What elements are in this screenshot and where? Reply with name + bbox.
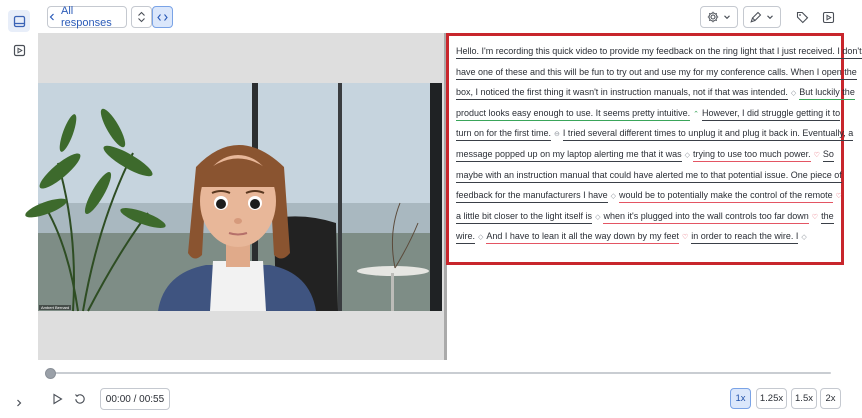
transcript-segment[interactable]: maybe with an instruction manual that could have alerted me to that potential issue. One piece of bbox=[456, 170, 842, 183]
transcript-segment[interactable]: message popped up on my laptop alerting me that it was bbox=[456, 149, 682, 162]
video-icon bbox=[13, 44, 26, 57]
chevron-down-icon bbox=[766, 13, 774, 21]
transcript-segment[interactable]: However, I did struggle getting it to bbox=[702, 108, 840, 121]
transcript-segment[interactable]: trying to use too much power. bbox=[693, 149, 811, 162]
transcript-line bbox=[456, 123, 854, 144]
transcript-segment[interactable]: would be to potentially make the control of the remote bbox=[619, 190, 833, 203]
restart-icon bbox=[74, 393, 86, 405]
video-icon bbox=[822, 11, 835, 24]
transcript-segment[interactable]: So bbox=[823, 149, 834, 162]
player-controls bbox=[38, 360, 847, 418]
chevron-left-icon bbox=[48, 13, 56, 21]
transcript-segment[interactable]: Hello. I'm recording this quick video to provide my feedback on the ring light that I just received. I don't bbox=[456, 46, 862, 59]
neutral-sentiment-icon: ◇ bbox=[478, 234, 484, 242]
transcript-line bbox=[456, 226, 834, 247]
video-caption: Ambert Bernard bbox=[41, 305, 70, 310]
gear-icon bbox=[707, 11, 719, 23]
play-button[interactable] bbox=[49, 388, 65, 410]
highlight-dropdown-button[interactable] bbox=[743, 6, 781, 28]
transcript-line bbox=[456, 41, 862, 62]
time-display: 00:00 / 00:55 bbox=[100, 388, 170, 410]
speed-1x-button[interactable]: 1x bbox=[730, 388, 751, 409]
transcript-segment[interactable]: when it's plugged into the wall controls too far down bbox=[603, 211, 808, 224]
tag-icon bbox=[796, 11, 809, 24]
negative-sentiment-icon: ♡ bbox=[813, 151, 820, 159]
transcript-segment[interactable]: in order to reach the wire. I bbox=[691, 231, 798, 244]
toolbar bbox=[38, 0, 847, 33]
play-icon bbox=[52, 393, 63, 405]
previous-next-response-button[interactable] bbox=[131, 6, 152, 28]
sort-icon bbox=[137, 11, 146, 23]
code-icon bbox=[157, 13, 168, 22]
transcript-view-button[interactable] bbox=[8, 10, 30, 32]
neutral-sentiment-icon: ◇ bbox=[684, 151, 691, 159]
transcript-segment[interactable]: I tried several different times to unplug it and plug it back in. Eventually, a bbox=[563, 128, 853, 141]
progress-track[interactable] bbox=[50, 372, 831, 374]
transcript-segment[interactable]: the bbox=[821, 211, 834, 224]
neutral-sentiment-icon: ◇ bbox=[790, 90, 797, 98]
speed-1.5x-button[interactable]: 1.5x bbox=[791, 388, 817, 409]
neutral-sentiment-icon: ◇ bbox=[801, 234, 807, 242]
video-player[interactable] bbox=[38, 33, 447, 360]
transcript-segment[interactable]: feedback for the manufacturers I have bbox=[456, 190, 608, 203]
neutral-sentiment-icon: ◇ bbox=[610, 193, 616, 201]
transcript-segment[interactable]: wire. bbox=[456, 231, 475, 244]
highlighter-icon bbox=[750, 11, 762, 23]
transcript-line bbox=[456, 82, 855, 103]
settings-dropdown-button[interactable] bbox=[700, 6, 738, 28]
transcript-segment[interactable]: But luckily the bbox=[799, 87, 855, 100]
restart-button[interactable] bbox=[72, 388, 88, 410]
transcript-line bbox=[456, 103, 841, 124]
chevron-right-icon bbox=[14, 398, 24, 408]
transcript-line bbox=[456, 185, 842, 206]
transcript-segment[interactable]: And I have to lean it all the way down by my feet bbox=[486, 231, 679, 244]
transcript-icon bbox=[13, 15, 26, 28]
speed-1.25x-button[interactable]: 1.25x bbox=[756, 388, 787, 409]
transcript-segment[interactable]: a little bit closer to the light itself is bbox=[456, 211, 592, 224]
negative-sentiment-icon: ♡ bbox=[835, 193, 842, 201]
embed-code-button[interactable] bbox=[152, 6, 173, 28]
transcript-segment[interactable]: turn on for the first time. bbox=[456, 128, 551, 141]
transcript-line bbox=[456, 165, 842, 186]
transcript-segment[interactable]: have one of these and this will be fun to try out and use my for my conference calls. When I open the bbox=[456, 67, 857, 80]
expand-sidebar-button[interactable] bbox=[8, 392, 30, 414]
transcript-segment[interactable]: product looks easy enough to use. It seems pretty intuitive. bbox=[456, 108, 690, 121]
negative-sentiment-icon: ♡ bbox=[682, 234, 689, 242]
chevron-down-icon bbox=[723, 13, 731, 21]
back-label: All responses bbox=[61, 5, 112, 29]
transcript-line bbox=[456, 144, 834, 165]
speed-2x-button[interactable]: 2x bbox=[820, 388, 841, 409]
avatar-scene-image bbox=[38, 83, 442, 311]
video-view-button[interactable] bbox=[8, 39, 30, 61]
transcript-panel bbox=[446, 33, 862, 265]
video-frame bbox=[38, 83, 442, 311]
negative-sentiment-icon: ♡ bbox=[811, 213, 819, 221]
progress-handle[interactable] bbox=[45, 368, 56, 379]
transcript-segment[interactable]: box, I noticed the first thing it wasn't in instruction manuals, not if that was intended. bbox=[456, 87, 788, 100]
tag-button[interactable] bbox=[792, 6, 812, 28]
transcript-line bbox=[456, 62, 857, 83]
positive-sentiment-icon: ⌃ bbox=[693, 110, 700, 118]
back-to-responses-button[interactable] bbox=[47, 6, 127, 28]
video-panel-button[interactable] bbox=[818, 6, 838, 28]
transcript-line bbox=[456, 206, 834, 227]
neutral-sentiment-icon: ◇ bbox=[595, 213, 601, 221]
neutral-sentiment-icon: ⊖ bbox=[554, 131, 560, 139]
